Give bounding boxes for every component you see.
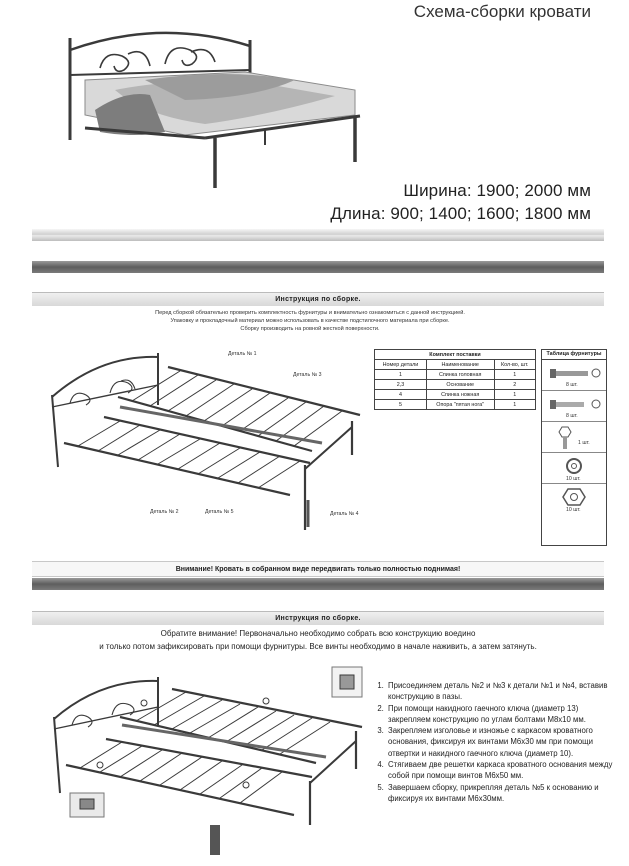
- list-item: 1. Присоединяем деталь №2 и №3 к детали №1 и №4, вставив конструкцию в пазы.: [386, 680, 616, 703]
- kit-cell: 2,3: [375, 380, 427, 390]
- hardware-row: [542, 453, 606, 484]
- kit-table-caption: Комплект поставки: [375, 350, 536, 360]
- label-detail-4: Деталь № 4: [330, 511, 359, 517]
- label-detail-1: Деталь № 1: [228, 351, 257, 357]
- note-line: Сборку производить на ровной жесткой поверхности.: [240, 326, 380, 332]
- section2-intro: [40, 627, 596, 653]
- hardware-count: 1 шт.: [578, 440, 590, 446]
- kit-header: Наименование: [426, 360, 494, 370]
- warning-text: Внимание! Кровать в собранном виде передвигать только полностью поднимая!: [175, 565, 461, 573]
- kit-header: Кол-во, шт.: [494, 360, 535, 370]
- intro-line: и только потом зафиксировать при помощи фурнитуры. Все винты необходимо в начале наживить, а затем затянуть.: [99, 642, 537, 651]
- length-dimensions: Длина: 900; 1400; 1600; 1800 мм: [330, 204, 591, 223]
- label-detail-2: Деталь № 2: [150, 509, 179, 515]
- hardware-row: [542, 484, 606, 515]
- kit-cell: Опора "пятая нога": [426, 400, 494, 410]
- kit-cell: 2: [494, 380, 535, 390]
- kit-cell: 1: [494, 390, 535, 400]
- divider-band: [32, 229, 604, 241]
- list-item: 3. Закрепляем изголовье и изножье с каркасом кроватного основания, фиксируя их винтами М6х30 мм при помощи отвертки и накидного гаечного ключа (диаметр 10).: [386, 725, 616, 759]
- hardware-count: 8 шт.: [566, 413, 578, 419]
- note-line: Упаковку и прокладочный материал можно использовать в качестве подстилочного материала при сборке.: [170, 318, 450, 324]
- hardware-count: 8 шт.: [566, 382, 578, 388]
- kit-cell: 4: [375, 390, 427, 400]
- label-detail-3: Деталь № 3: [293, 372, 322, 378]
- hardware-row: [542, 391, 606, 422]
- kit-table: [374, 349, 536, 410]
- table-row: [375, 370, 536, 380]
- section1-heading: Инструкция по сборке.: [275, 296, 361, 303]
- list-item: 5. Завершаем сборку, прикрепляя деталь №5 к основанию и фиксируя их винтами М6х30мм.: [386, 782, 616, 805]
- label-detail-5: Деталь № 5: [205, 509, 234, 515]
- kit-cell: Спинка ножная: [426, 390, 494, 400]
- hardware-table: [541, 349, 607, 546]
- table-row: [375, 390, 536, 400]
- hardware-count: 10 шт.: [566, 507, 581, 513]
- hardware-title: Таблица фурнитуры: [542, 350, 606, 360]
- long-screw-icon: [542, 422, 606, 452]
- bed-photo: [55, 20, 415, 200]
- hardware-row: [542, 360, 606, 391]
- warning-banner: [32, 561, 604, 577]
- kit-header: Номер детали: [375, 360, 427, 370]
- intro-line: Обратите внимание! Первоначально необходимо собрать всю конструкцию воедино: [160, 629, 476, 638]
- page-title: Схема-сборки кровати: [413, 2, 591, 21]
- section2-heading: Инструкция по сборке.: [275, 615, 361, 622]
- table-row: [375, 380, 536, 390]
- table-row: [375, 400, 536, 410]
- list-item: 2. При помощи накидного гаечного ключа (диаметр 13) закрепляем конструкцию по углам болтами М8х10 мм.: [386, 703, 616, 726]
- kit-cell: 1: [375, 370, 427, 380]
- divider-band-dark: [32, 578, 604, 590]
- kit-cell: 1: [494, 400, 535, 410]
- section2-header: [32, 611, 604, 625]
- divider-band-dark: [32, 261, 604, 273]
- note-line: Перед сборкой обязательно проверить комплектность фурнитуры и внимательно ознакомиться с данной инструкцией.: [155, 310, 465, 316]
- kit-cell: Спинка головная: [426, 370, 494, 380]
- assembly-steps: [376, 680, 616, 804]
- list-item: 4. Стягиваем две решетки каркаса кроватного основания между собой при помощи винтов М6х50 мм.: [386, 759, 616, 782]
- hardware-count: 10 шт.: [566, 476, 581, 482]
- kit-cell: Основание: [426, 380, 494, 390]
- section1-header: [32, 292, 604, 306]
- kit-cell: 1: [494, 370, 535, 380]
- kit-cell: 5: [375, 400, 427, 410]
- hardware-row: [542, 422, 606, 453]
- exploded-diagram-2: [40, 665, 370, 855]
- width-dimensions: Ширина: 1900; 2000 мм: [403, 181, 591, 200]
- section1-notes: [60, 309, 560, 333]
